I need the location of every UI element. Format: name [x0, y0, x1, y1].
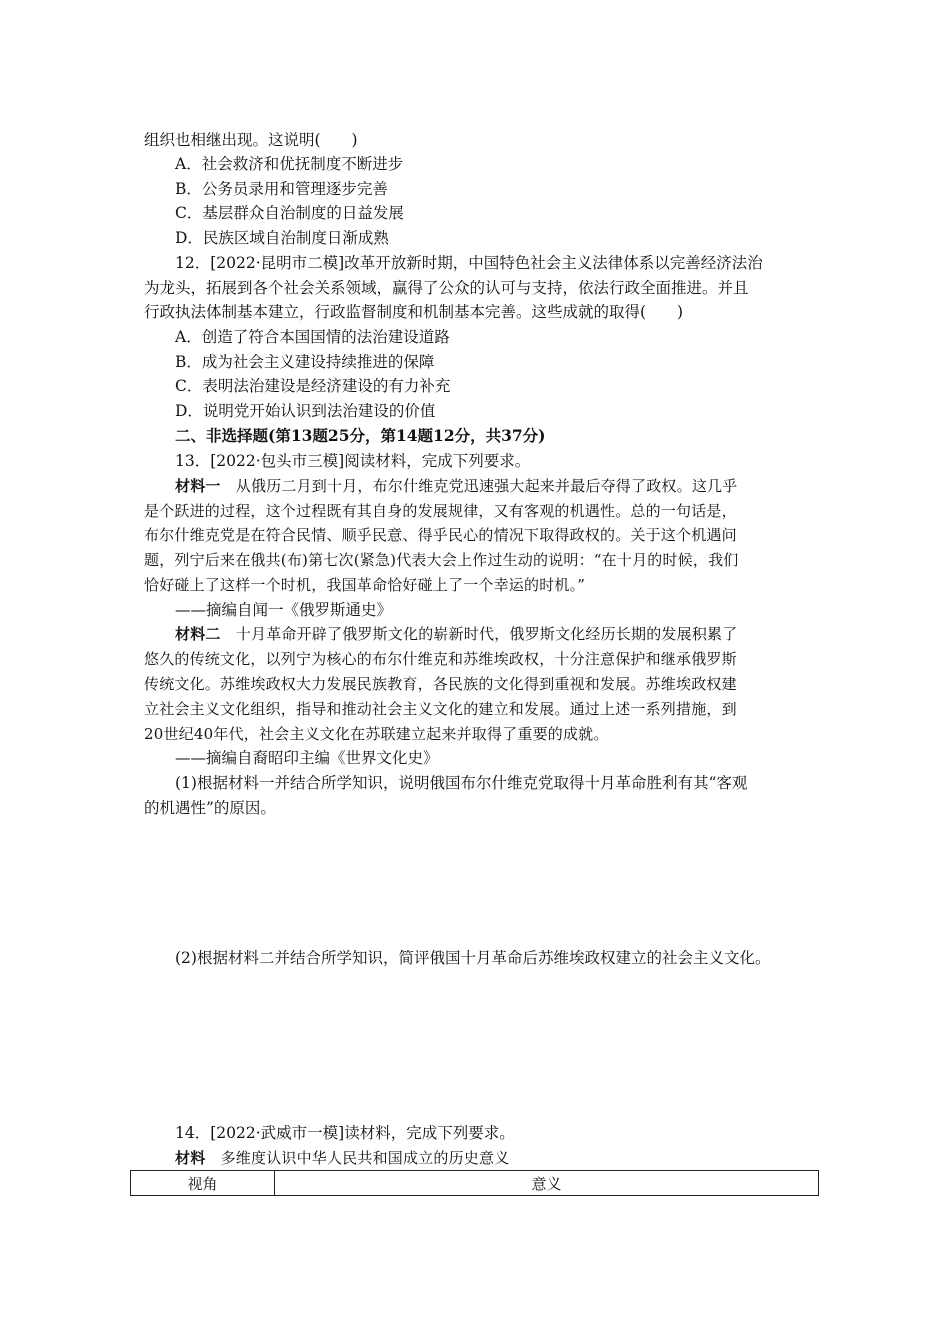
q14-table	[130, 1170, 819, 1196]
section-heading: 二、非选择题(第13题25分，第14题12分，共37分)	[175, 426, 546, 445]
table-header-row	[131, 1171, 819, 1196]
q12-option-b: B．成为社会主义建设持续推进的保障	[175, 353, 435, 371]
q13-sub1-line1: (1)根据材料一并结合所学知识，说明俄国布尔什维克党取得十月革命胜利有其“客观	[175, 774, 748, 792]
q14-material-label: 材料	[175, 1149, 206, 1167]
q12-option-c: C．表明法治建设是经济建设的有力补充	[175, 377, 451, 395]
q13-material1-line4: 题，列宁后来在俄共(布)第七次(紧急)代表大会上作过生动的说明：“在十月的时候，我们	[144, 551, 739, 569]
q13-material1-source: ——摘编自闻一《俄罗斯通史》	[175, 601, 393, 619]
q13-material1-line2: 是个跃进的过程，这个过程既有其自身的发展规律，又有客观的机遇性。总的一句话是，	[144, 502, 737, 520]
q11-option-b: B．公务员录用和管理逐步完善	[175, 180, 388, 198]
q12-option-d: D．说明党开始认识到法治建设的价值	[175, 402, 436, 420]
q13-material2-source: ——摘编自裔昭印主编《世界文化史》	[175, 749, 439, 767]
q13-material1-line5: 恰好碰上了这样一个时机，我国革命恰好碰上了一个幸运的时机。”	[144, 576, 586, 594]
q14-material-title: 材料 多维度认识中华人民共和国成立的历史意义	[175, 1149, 510, 1167]
q13-sub1-line2: 的机遇性”的原因。	[144, 799, 276, 817]
q12-option-a: A．创造了符合本国国情的法治建设道路	[175, 328, 450, 346]
q12-stem-line1: 12．[2022·昆明市二模]改革开放新时期，中国特色社会主义法律体系以完善经济法治	[175, 254, 763, 272]
q11-stem-tail: 组织也相继出现。这说明( )	[144, 131, 358, 149]
q11-option-d: D．民族区域自治制度日渐成熟	[175, 229, 389, 247]
q13-material2-line1: 材料二 十月革命开辟了俄罗斯文化的崭新时代，俄罗斯文化经历长期的发展积累了	[175, 625, 738, 643]
q13-material2-line2: 悠久的传统文化，以列宁为核心的布尔什维克和苏维埃政权，十分注意保护和继承俄罗斯	[144, 650, 737, 668]
q13-stem: 13．[2022·包头市三模]阅读材料，完成下列要求。	[175, 452, 531, 470]
q11-option-a: A．社会救济和优抚制度不断进步	[175, 155, 404, 173]
table-header-perspective: 视角	[131, 1171, 275, 1196]
q12-stem-line3: 行政执法体制基本建立，行政监督制度和机制基本完善。这些成就的取得( )	[144, 303, 684, 321]
q13-material2-line3: 传统文化。苏维埃政权大力发展民族教育，各民族的文化得到重视和发展。苏维埃政权建	[144, 675, 737, 693]
q13-material1-line1: 材料一 从俄历二月到十月，布尔什维克党迅速强大起来并最后夺得了政权。这几乎	[175, 477, 738, 495]
q12-stem-line2: 为龙头，拓展到各个社会关系领域，赢得了公众的认可与支持，依法行政全面推进。并且	[144, 279, 749, 297]
q14-stem: 14．[2022·武威市一模]读材料，完成下列要求。	[175, 1124, 515, 1142]
q13-material2-line5: 20世纪40年代，社会主义文化在苏联建立起来并取得了重要的成就。	[144, 725, 609, 743]
material2-label: 材料二	[175, 625, 221, 643]
q13-sub2: (2)根据材料二并结合所学知识，简评俄国十月革命后苏维埃政权建立的社会主义文化。	[175, 949, 771, 967]
material1-label: 材料一	[175, 477, 221, 495]
table-header-significance: 意义	[275, 1171, 819, 1196]
q13-material1-line3: 布尔什维克党是在符合民情、顺乎民意、得乎民心的情况下取得政权的。关于这个机遇问	[144, 526, 737, 544]
q11-option-c: C．基层群众自治制度的日益发展	[175, 204, 404, 222]
q13-material2-line4: 立社会主义文化组织，指导和推动社会主义文化的建立和发展。通过上述一系列措施，到	[144, 700, 737, 718]
